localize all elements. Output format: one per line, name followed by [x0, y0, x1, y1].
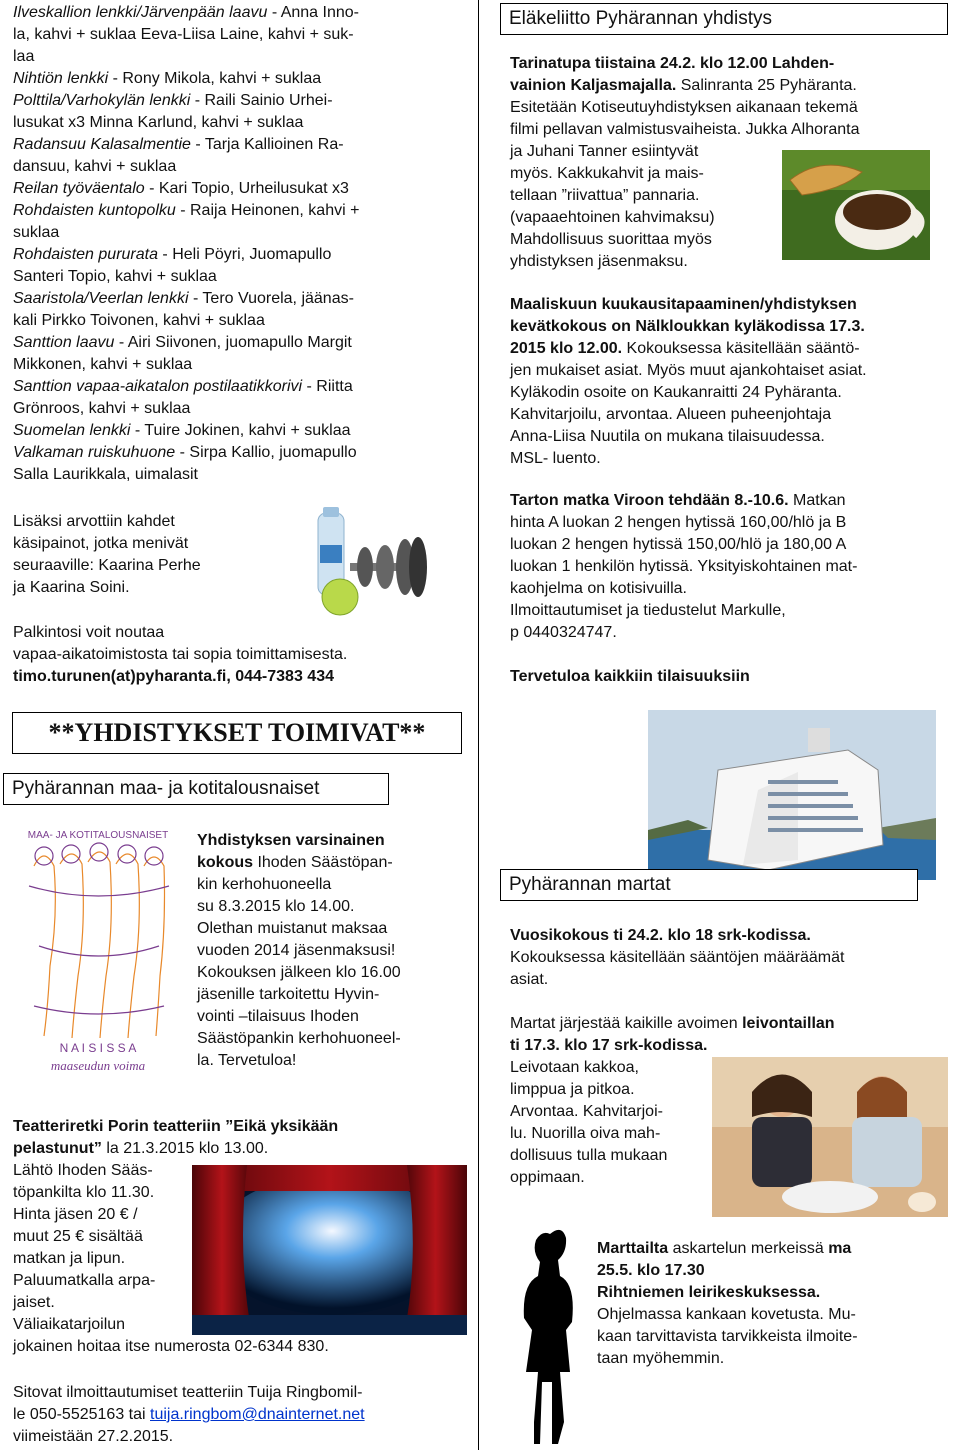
text-line: [197, 1028, 475, 1050]
bold-text: vainion Kaljasmajalla.: [510, 77, 677, 94]
bold-text: Maaliskuun kuukausitapaaminen/yhdistyksen: [510, 296, 857, 313]
text-line: [13, 266, 473, 288]
text-line: käsipainot, jotka menivät: [13, 535, 189, 552]
text-line: [13, 310, 473, 332]
text-line: [13, 420, 473, 442]
line-text: - Rony Mikola, kahvi + suklaa: [108, 70, 322, 87]
text-line: [597, 1304, 947, 1326]
naisissa-logo: [14, 826, 182, 1078]
text-line: [13, 1138, 473, 1160]
place-name: Radansuu Kalasalmentie: [13, 136, 191, 153]
line-text: ja Juhani Tanner esiintyvät: [510, 143, 699, 160]
line-text: la. Tervetuloa!: [197, 1052, 297, 1069]
line-text: - Raili Sainio Urhei-: [190, 92, 333, 109]
yhdistykset-title: **YHDISTYKSET TOIMIVAT**: [48, 718, 426, 747]
text-line: [510, 1035, 950, 1057]
bold-text: Rihtniemen leirikeskuksessa.: [597, 1284, 821, 1301]
bold-text: Vuosikokous ti 24.2. klo 18 srk-kodissa.: [510, 927, 811, 944]
text-line: [13, 200, 473, 222]
line-text: Kokouksessa käsitellään sääntöjen määräämät: [510, 949, 845, 966]
text-line: [13, 90, 473, 112]
line-text: vuoden 2014 jäsenmaksusi!: [197, 942, 396, 959]
place-name: Valkaman ruiskuhuone: [13, 444, 176, 461]
column-divider: [478, 0, 479, 1450]
line-text: vointi –tilaisuus Ihoden: [197, 1008, 359, 1025]
text-line: [510, 338, 950, 360]
theatre-stage-image: [192, 1165, 467, 1335]
coffee-pastry-image: [782, 150, 930, 260]
line-text: luokan 1 henkilön hytissä. Yksityiskohtainen mat-: [510, 558, 858, 575]
text-line: jaiset.: [13, 1294, 55, 1311]
line-text: Kahvitarjoilu, arvontaa. Alueen puheenjohtaja: [510, 406, 832, 423]
text-line: [597, 1260, 947, 1282]
baking-women-image: [712, 1057, 948, 1217]
text-line: [197, 896, 475, 918]
bold-text: Marttailta: [597, 1240, 669, 1257]
text-line: [197, 1050, 475, 1072]
text-line: [13, 222, 473, 244]
martat-title: Pyhärannan martat: [509, 874, 671, 895]
line-text: - Heli Pöyri, Juomapullo: [157, 246, 332, 263]
line-text: Ilmoittautumiset ja tiedustelut Markulle,: [510, 602, 786, 619]
text-line: [597, 1326, 947, 1348]
line-text: Santeri Topio, kahvi + suklaa: [13, 268, 217, 285]
maa-kotitalous-header: [3, 773, 389, 805]
elakeliitto-tartu: [510, 490, 950, 644]
line-text: Martat järjestää kaikille avoimen: [510, 1015, 743, 1032]
line-text: tellaan ”riivattua” pannaria.: [510, 187, 700, 204]
text-line: [597, 1348, 947, 1370]
place-name: Reilan työväentalo: [13, 180, 145, 197]
text-line: [510, 404, 950, 426]
line-text: Mahdollisuus suorittaa myös: [510, 231, 712, 248]
text-line: Väliaikatarjoilun: [13, 1316, 126, 1333]
line-text: la 21.3.2015 klo 13.00.: [101, 1140, 269, 1157]
martat-header: [500, 869, 918, 901]
text-line: [13, 178, 473, 200]
text-line: [510, 294, 950, 316]
line-text: hinta A luokan 2 hengen hytissä 160,00/hlö ja B: [510, 514, 847, 531]
signup-line-2: [13, 1404, 473, 1426]
line-text: p 0440324747.: [510, 624, 617, 641]
text-line: [510, 534, 950, 556]
martat-craft-evening: [597, 1238, 947, 1370]
text-line: [510, 426, 950, 448]
text-line: Lisäksi arvottiin kahdet: [13, 513, 175, 530]
place-name: Polttila/Varhokylän lenkki: [13, 92, 191, 109]
yhdistykset-banner: [12, 712, 462, 754]
maa-kotitalous-title: Pyhärannan maa- ja kotitalousnaiset: [12, 778, 320, 799]
place-name: Rohdaisten pururata: [13, 246, 158, 263]
text-line: matkan ja lipun.: [13, 1250, 126, 1267]
text-line: Hinta jäsen 20 € /: [13, 1206, 138, 1223]
line-text: Salla Laurikkala, uimalasit: [13, 466, 198, 483]
place-name: Santtion vapaa-aikatalon postilaatikkorivi: [13, 378, 303, 395]
text-line: [510, 578, 950, 600]
text-line: [197, 962, 475, 984]
text-line: [510, 490, 950, 512]
text-line: [510, 622, 950, 644]
signup-phone: le 050-5525163 tai: [13, 1406, 150, 1423]
line-text: Anna-Liisa Nuutila on mukana tilaisuudessa.: [510, 428, 825, 445]
text-line: jokainen hoitaa itse numerosta 02-6344 830.: [13, 1338, 329, 1355]
text-line: [510, 556, 950, 578]
line-text: - Airi Siivonen, juomapullo Margit: [114, 334, 352, 351]
route-list: [13, 2, 473, 486]
text-line: [510, 75, 950, 97]
line-text: Ohjelmassa kankaan kovetusta. Mu-: [597, 1306, 856, 1323]
text-line: [197, 940, 475, 962]
text-line: [597, 1238, 947, 1260]
elakeliitto-title: Eläkeliitto Pyhärannan yhdistys: [509, 8, 772, 29]
contact-info: timo.turunen(at)pyharanta.fi, 044-7383 434: [13, 668, 334, 685]
line-text: Olethan muistanut maksaa: [197, 920, 388, 937]
logo-top-text: MAA- JA KOTITALOUSNAISET: [27, 830, 169, 841]
line-text: jen mukaiset asiat. Myös muut ajankohtaiset asiat.: [510, 362, 867, 379]
text-line: oppimaan.: [510, 1169, 585, 1186]
cruise-ship-image: [648, 710, 936, 880]
line-text: - Raija Heinonen, kahvi +: [175, 202, 360, 219]
text-line: [13, 68, 473, 90]
text-line: limppua ja pitkoa.: [510, 1081, 635, 1098]
line-text: - Kari Topio, Urheilusukat x3: [144, 180, 349, 197]
place-name: Santtion laavu: [13, 334, 115, 351]
text-line: [510, 119, 950, 141]
text-line: [13, 376, 473, 398]
place-name: Ilveskallion lenkki/Järvenpään laavu: [13, 4, 268, 21]
text-line: [510, 448, 950, 470]
bold-text: kevätkokous on Nälkloukkan kyläkodissa 17.3.: [510, 318, 865, 335]
annual-meeting-text: [197, 830, 475, 1072]
text-line: [13, 398, 473, 420]
text-line: [510, 382, 950, 404]
text-line: [597, 1282, 947, 1304]
logo-script-text: maaseudun voima: [50, 1058, 146, 1073]
bold-text: leivontaillan: [742, 1015, 835, 1032]
line-text: kaan tarvittavista tarvikkeista ilmoite-: [597, 1328, 858, 1345]
text-line: [13, 354, 473, 376]
line-text: (vapaaehtoinen kahvimaksu): [510, 209, 715, 226]
text-line: Arvontaa. Kahvitarjoi-: [510, 1103, 663, 1120]
bold-text: Tarton matka Viroon tehdään 8.-10.6.: [510, 492, 789, 509]
line-text: - Tarja Kallioinen Ra-: [190, 136, 344, 153]
theatre-signup-text: [13, 1382, 473, 1448]
text-line: [13, 112, 473, 134]
text-line: töpankilta klo 11.30.: [13, 1184, 155, 1201]
line-text: kali Pirkko Toivonen, kahvi + suklaa: [13, 312, 265, 329]
line-text: yhdistyksen jäsenmaksu.: [510, 253, 688, 270]
line-text: laa: [13, 48, 35, 65]
text-line: Leivotaan kakkoa,: [510, 1059, 639, 1076]
line-text: Ihoden Säästöpan-: [253, 854, 393, 871]
bold-text: Yhdistyksen varsinainen: [197, 832, 385, 849]
line-text: askartelun merkeissä: [668, 1240, 829, 1257]
text-line: [510, 600, 950, 622]
extra-prize-text: [13, 511, 273, 599]
line-text: la, kahvi + suklaa Eeva-Liisa Laine, kahvi + suk-: [13, 26, 354, 43]
line-text: kin kerhohuoneella: [197, 876, 332, 893]
line-text: asiat.: [510, 971, 549, 988]
line-text: Kokouksen jälkeen klo 16.00: [197, 964, 401, 981]
text-line: [197, 1006, 475, 1028]
bold-text: 25.5. klo 17.30: [597, 1262, 705, 1279]
elakeliitto-header: [500, 3, 948, 35]
text-line: [510, 969, 950, 991]
line-text: suklaa: [13, 224, 60, 241]
bold-text: pelastunut”: [13, 1140, 102, 1157]
text-line: [13, 244, 473, 266]
line-text: - Riitta: [302, 378, 353, 395]
bold-text: Tarinatupa tiistaina 24.2. klo 12.00 Lahden-: [510, 55, 835, 72]
line-text: Esitetään Kotiseutuyhdistyksen aikanaan tekemä: [510, 99, 858, 116]
signup-line-1: Sitovat ilmoittautumiset teatteriin Tuija Ringbomil-: [13, 1384, 363, 1401]
text-line: [13, 134, 473, 156]
line-text: MSL- luento.: [510, 450, 601, 467]
text-line: [13, 2, 473, 24]
line-text: taan myöhemmin.: [597, 1350, 725, 1367]
text-line: [13, 156, 473, 178]
text-line: Palkintosi voit noutaa: [13, 624, 165, 641]
text-line: [510, 360, 950, 382]
line-text: luokan 2 hengen hytissä 150,00/hlö ja 180,00 A: [510, 536, 847, 553]
text-line: [13, 464, 473, 486]
bold-text: 2015 klo 12.00.: [510, 340, 623, 357]
text-line: Lähtö Ihoden Sääs-: [13, 1162, 153, 1179]
line-text: Salinranta 25 Pyhäranta.: [676, 77, 857, 94]
prize-pickup-text: [13, 622, 473, 688]
text-line: [197, 984, 475, 1006]
line-text: Säästöpankin kerhohuoneel-: [197, 1030, 401, 1047]
signup-line-3: viimeistään 27.2.2015.: [13, 1428, 174, 1445]
text-line: [510, 925, 950, 947]
martat-annual-meeting: [510, 925, 950, 991]
line-text: Matkan: [788, 492, 846, 509]
text-line: [197, 830, 475, 852]
text-line: [13, 288, 473, 310]
place-name: Rohdaisten kuntopolku: [13, 202, 176, 219]
line-text: - Tuire Jokinen, kahvi + suklaa: [130, 422, 351, 439]
theatre-trip-text: [13, 1116, 473, 1160]
bold-text: kokous: [197, 854, 254, 871]
text-line: [510, 1013, 950, 1035]
dumbbell-bottle-image: [290, 505, 450, 630]
signup-email-link[interactable]: tuija.ringbom@dnainternet.net: [150, 1406, 365, 1423]
line-text: - Sirpa Kallio, juomapullo: [175, 444, 357, 461]
text-line: muut 25 € sisältää: [13, 1228, 143, 1245]
line-text: myös. Kakkukahvit ja mais-: [510, 165, 704, 182]
text-line: vapaa-aikatoimistosta tai sopia toimittamisesta.: [13, 646, 348, 663]
text-line: [13, 442, 473, 464]
text-line: [510, 316, 950, 338]
line-text: - Anna Inno-: [267, 4, 359, 21]
bold-text: ti 17.3. klo 17 srk-kodissa.: [510, 1037, 708, 1054]
text-line: seuraaville: Kaarina Perhe: [13, 557, 201, 574]
line-text: Grönroos, kahvi + suklaa: [13, 400, 191, 417]
line-text: Kokouksessa käsitellään sääntö-: [622, 340, 860, 357]
line-text: filmi pellavan valmistusvaiheista. Jukka Alhoranta: [510, 121, 860, 138]
line-text: Kyläkodin osoite on Kaukanraitti 24 Pyhäranta.: [510, 384, 842, 401]
line-text: dansuu, kahvi + suklaa: [13, 158, 177, 175]
text-line: [13, 24, 473, 46]
line-text: jäsenille tarkoitettu Hyvin-: [197, 986, 380, 1003]
text-line: [197, 852, 475, 874]
text-line: [510, 512, 950, 534]
elakeliitto-welcome: Tervetuloa kaikkiin tilaisuuksiin: [510, 668, 750, 685]
woman-silhouette-image: [512, 1222, 582, 1447]
text-line: [197, 918, 475, 940]
place-name: Nihtiön lenkki: [13, 70, 109, 87]
bold-text: ma: [828, 1240, 852, 1257]
line-text: - Tero Vuorela, jäänas-: [188, 290, 354, 307]
line-text: lusukat x3 Minna Karlund, kahvi + suklaa: [13, 114, 304, 131]
text-line: lu. Nuorilla oiva mah-: [510, 1125, 661, 1142]
place-name: Suomelan lenkki: [13, 422, 131, 439]
text-line: ja Kaarina Soini.: [13, 579, 130, 596]
bold-text: Teatteriretki Porin teatteriin ”Eikä yksikään: [13, 1118, 339, 1135]
line-text: Mikkonen, kahvi + suklaa: [13, 356, 193, 373]
place-name: Saaristola/Veerlan lenkki: [13, 290, 189, 307]
text-line: [13, 332, 473, 354]
line-text: kaohjelma on kotisivuilla.: [510, 580, 687, 597]
text-line: Paluumatkalla arpa-: [13, 1272, 156, 1289]
text-line: [197, 874, 475, 896]
text-line: dollisuus tulla mukaan: [510, 1147, 668, 1164]
text-line: [510, 947, 950, 969]
text-line: [13, 46, 473, 68]
text-line: [510, 97, 950, 119]
text-line: [510, 53, 950, 75]
text-line: [13, 1116, 473, 1138]
line-text: su 8.3.2015 klo 14.00.: [197, 898, 355, 915]
elakeliitto-meeting: [510, 294, 950, 470]
logo-bottom-text: N A I S I S S A: [59, 1041, 137, 1055]
